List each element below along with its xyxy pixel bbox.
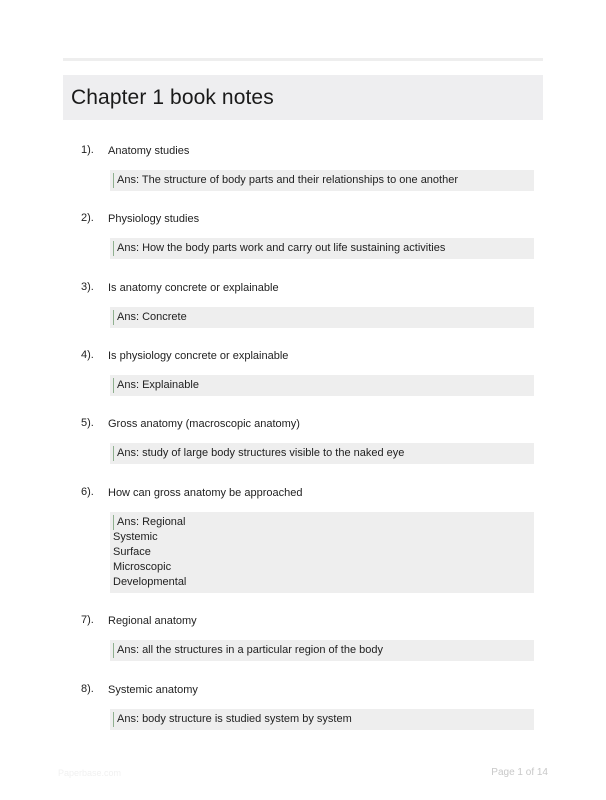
footer-brand-link[interactable]: Paperbase.com — [58, 768, 122, 778]
top-divider — [63, 58, 543, 61]
question-number: 2). — [81, 212, 94, 224]
page-indicator: Page 1 of 14 — [491, 767, 548, 778]
answer-line: Ans: How the body parts work and carry out life sustaining activities — [113, 241, 530, 256]
answer-box — [110, 709, 534, 730]
answer-box — [110, 640, 534, 661]
answer-line: Ans: Explainable — [113, 378, 530, 393]
question-number: 3). — [81, 281, 94, 293]
answer-line: Ans: body structure is studied system by system — [113, 712, 530, 727]
answer-line: Systemic — [113, 531, 158, 543]
question-number: 5). — [81, 417, 94, 429]
answer-box — [110, 443, 534, 464]
answer-box — [110, 307, 534, 328]
question-text: Is physiology concrete or explainable — [108, 350, 289, 362]
answer-line: Developmental — [113, 576, 187, 588]
answer-line: Microscopic — [113, 561, 172, 573]
question-number: 1). — [81, 144, 94, 156]
question-text: Systemic anatomy — [108, 684, 198, 696]
question-text: Physiology studies — [108, 213, 200, 225]
answer-line: Surface — [113, 546, 151, 558]
question-text: How can gross anatomy be approached — [108, 487, 303, 499]
answer-line: Ans: Concrete — [113, 310, 530, 325]
answer-box — [110, 238, 534, 259]
page-title: Chapter 1 book notes — [71, 85, 274, 109]
answer-box — [110, 375, 534, 396]
answer-line: Ans: study of large body structures visible to the naked eye — [113, 446, 530, 461]
answer-box — [110, 512, 534, 593]
answer-line: Ans: The structure of body parts and their relationships to one another — [113, 173, 530, 188]
question-text: Gross anatomy (macroscopic anatomy) — [108, 418, 300, 430]
answer-line: Ans: all the structures in a particular region of the body — [113, 643, 530, 658]
question-number: 4). — [81, 349, 94, 361]
question-number: 6). — [81, 486, 94, 498]
question-text: Regional anatomy — [108, 615, 197, 627]
title-banner — [63, 75, 543, 120]
question-text: Is anatomy concrete or explainable — [108, 282, 279, 294]
question-text: Anatomy studies — [108, 145, 190, 157]
answer-box — [110, 170, 534, 191]
question-number: 8). — [81, 683, 94, 695]
answer-line: Ans: Regional — [113, 515, 530, 530]
question-number: 7). — [81, 614, 94, 626]
